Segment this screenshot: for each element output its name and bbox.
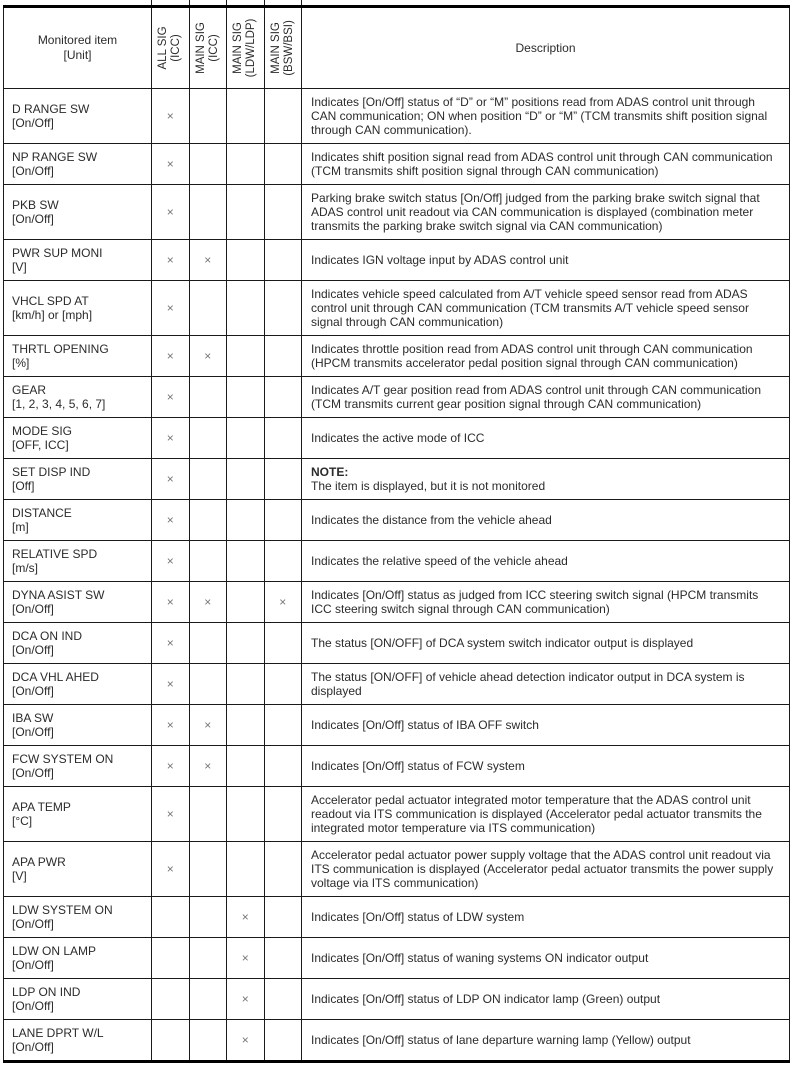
- sig-mark-cell: ×: [152, 336, 190, 377]
- item-unit: [V]: [12, 869, 27, 883]
- item-name: SET DISP IND: [12, 465, 91, 479]
- description-cell: [302, 336, 790, 377]
- item-unit: [On/Off]: [12, 164, 54, 178]
- sig-mark-cell: ×: [227, 979, 265, 1020]
- sig-mark-cell: [189, 623, 227, 664]
- description-text: Indicates [On/Off] status of FCW system: [311, 759, 525, 773]
- sig-mark-cell: ×: [152, 281, 190, 336]
- item-unit: [On/Off]: [12, 643, 54, 657]
- header-row: [4, 7, 790, 89]
- sig-mark-cell: [189, 1020, 227, 1062]
- description-cell: [302, 664, 790, 705]
- sig-mark-cell: [227, 185, 265, 240]
- table-row: [4, 979, 790, 1020]
- sig-mark-cell: [227, 541, 265, 582]
- description-text: Indicates shift position signal read from ADAS control unit through CAN communication (TCM transmits shift position signal through CAN communication): [311, 150, 773, 178]
- table-row: [4, 377, 790, 418]
- sig-mark-cell: [227, 500, 265, 541]
- table-header: [4, 7, 790, 89]
- description-text: The status [ON/OFF] of vehicle ahead detection indicator output in DCA system is displayed: [311, 670, 745, 698]
- column-header-main-sig-bsw-bsi: [264, 7, 302, 89]
- sig-mark-cell: [189, 664, 227, 705]
- sig-mark-cell: [189, 144, 227, 185]
- description-cell: [302, 541, 790, 582]
- sig-mark-cell: [227, 377, 265, 418]
- item-unit: [On/Off]: [12, 958, 54, 972]
- description-cell: [302, 746, 790, 787]
- rotated-header-text: MAIN SIG (ICC): [194, 22, 220, 74]
- description-text: Indicates [On/Off] status of waning systems ON indicator output: [311, 951, 649, 965]
- column-header-description: Description: [302, 7, 790, 89]
- table-row: [4, 240, 790, 281]
- description-cell: [302, 144, 790, 185]
- table-row: [4, 1020, 790, 1062]
- sig-mark-cell: ×: [227, 1020, 265, 1062]
- item-name: DCA ON IND: [12, 629, 83, 643]
- sig-mark-cell: [264, 897, 302, 938]
- monitored-item-cell: [4, 418, 152, 459]
- sig-mark-cell: [264, 144, 302, 185]
- sig-mark-cell: [189, 459, 227, 500]
- description-cell: [302, 281, 790, 336]
- sig-mark-cell: [227, 705, 265, 746]
- sig-mark-cell: ×: [152, 623, 190, 664]
- monitored-item-cell: [4, 897, 152, 938]
- item-unit: [On/Off]: [12, 684, 54, 698]
- item-unit: [On/Off]: [12, 917, 54, 931]
- sig-mark-cell: [189, 897, 227, 938]
- column-header-main-sig-ldw-ldp: [227, 7, 265, 89]
- description-text: Accelerator pedal actuator power supply voltage that the ADAS control unit readout via ITS communication is displayed (Accelerator pedal actuator transmits the power supply voltage via ITS communication): [311, 848, 774, 890]
- sig-mark-cell: [189, 418, 227, 459]
- monitored-item-cell: [4, 938, 152, 979]
- sig-mark-cell: ×: [189, 705, 227, 746]
- sig-mark-cell: [264, 787, 302, 842]
- monitored-item-cell: [4, 459, 152, 500]
- monitored-item-cell: [4, 705, 152, 746]
- item-name: LANE DPRT W/L: [12, 1026, 104, 1040]
- sig-mark-cell: ×: [152, 842, 190, 897]
- monitored-item-cell: [4, 500, 152, 541]
- description-cell: [302, 240, 790, 281]
- rotated-header-text: ALL SIG (ICC): [157, 26, 183, 70]
- description-cell: [302, 89, 790, 144]
- monitored-item-cell: [4, 281, 152, 336]
- sig-mark-cell: [189, 500, 227, 541]
- sig-mark-cell: [227, 664, 265, 705]
- sig-mark-cell: [189, 979, 227, 1020]
- description-text: Indicates throttle position read from ADAS control unit through CAN communication (HPCM transmits accelerator pedal position signal through CAN communication): [311, 342, 753, 370]
- description-cell: [302, 705, 790, 746]
- sig-mark-cell: [227, 746, 265, 787]
- sig-mark-cell: ×: [152, 240, 190, 281]
- monitored-item-cell: [4, 787, 152, 842]
- item-name: GEAR: [12, 383, 47, 397]
- sig-mark-cell: ×: [189, 582, 227, 623]
- item-name: LDW ON LAMP: [12, 944, 97, 958]
- monitored-item-cell: [4, 336, 152, 377]
- sig-mark-cell: [189, 541, 227, 582]
- description-cell: [302, 623, 790, 664]
- table-row: [4, 787, 790, 842]
- table-body: [4, 89, 790, 1062]
- sig-mark-cell: [264, 664, 302, 705]
- description-cell: [302, 979, 790, 1020]
- sig-mark-cell: ×: [189, 240, 227, 281]
- table-row: [4, 582, 790, 623]
- item-unit: [OFF, ICC]: [12, 438, 69, 452]
- item-unit: [On/Off]: [12, 212, 54, 226]
- item-unit: [On/Off]: [12, 602, 54, 616]
- sig-mark-cell: [189, 185, 227, 240]
- column-header-all-sig-icc: [152, 7, 190, 89]
- sig-mark-cell: ×: [152, 705, 190, 746]
- sig-mark-cell: [189, 787, 227, 842]
- description-cell: [302, 787, 790, 842]
- description-text: Indicates IGN voltage input by ADAS control unit: [311, 253, 569, 267]
- item-unit: [Off]: [12, 479, 35, 493]
- table-row: [4, 336, 790, 377]
- item-unit: [°C]: [12, 814, 33, 828]
- table-row: [4, 623, 790, 664]
- sig-mark-cell: [227, 623, 265, 664]
- description-text: The status [ON/OFF] of DCA system switch indicator output is displayed: [311, 636, 694, 650]
- sig-mark-cell: ×: [152, 664, 190, 705]
- sig-mark-cell: [264, 418, 302, 459]
- table-row: [4, 281, 790, 336]
- sig-mark-cell: [264, 938, 302, 979]
- description-text: The item is displayed, but it is not monitored: [311, 479, 546, 493]
- rotated-header-text: MAIN SIG (LDW/LDP): [232, 18, 258, 78]
- item-unit: [m]: [12, 520, 29, 534]
- sig-mark-cell: [227, 240, 265, 281]
- table-row: [4, 418, 790, 459]
- item-name: DCA VHL AHED: [12, 670, 99, 684]
- monitored-item-header-line1: Monitored item: [37, 33, 118, 47]
- table-row: [4, 500, 790, 541]
- description-text: Indicates [On/Off] status of LDP ON indicator lamp (Green) output: [311, 992, 661, 1006]
- monitored-item-cell: [4, 582, 152, 623]
- sig-mark-cell: ×: [227, 897, 265, 938]
- description-cell: [302, 418, 790, 459]
- item-name: LDW SYSTEM ON: [12, 903, 113, 917]
- sig-mark-cell: ×: [189, 336, 227, 377]
- item-name: APA TEMP: [12, 800, 71, 814]
- column-header-main-sig-icc: [189, 7, 227, 89]
- description-text: Indicates [On/Off] status as judged from ICC steering switch signal (HPCM transmits ICC steering switch signal through CAN communication): [311, 588, 759, 616]
- sig-mark-cell: ×: [152, 144, 190, 185]
- sig-mark-cell: [189, 938, 227, 979]
- sig-mark-cell: ×: [152, 541, 190, 582]
- sig-mark-cell: ×: [152, 377, 190, 418]
- sig-mark-cell: [227, 281, 265, 336]
- sig-mark-cell: ×: [152, 746, 190, 787]
- description-text: Indicates the distance from the vehicle ahead: [311, 513, 552, 527]
- sig-mark-cell: ×: [152, 500, 190, 541]
- sig-mark-cell: [227, 842, 265, 897]
- item-unit: [%]: [12, 356, 30, 370]
- item-unit: [On/Off]: [12, 766, 54, 780]
- item-unit: [On/Off]: [12, 1040, 54, 1054]
- description-text: Indicates vehicle speed calculated from A/T vehicle speed sensor read from ADAS control unit through CAN communication (TCM transmits A/T vehicle speed sensor signal through CAN communication): [311, 287, 749, 329]
- item-name: PWR SUP MONI: [12, 246, 103, 260]
- description-cell: [302, 377, 790, 418]
- sig-mark-cell: ×: [152, 787, 190, 842]
- item-name: LDP ON IND: [12, 985, 81, 999]
- description-cell: [302, 1020, 790, 1062]
- sig-mark-cell: [264, 336, 302, 377]
- table-row: [4, 897, 790, 938]
- sig-mark-cell: ×: [152, 418, 190, 459]
- item-name: THRTL OPENING: [12, 342, 109, 356]
- item-name: PKB SW: [12, 198, 59, 212]
- sig-mark-cell: ×: [152, 89, 190, 144]
- monitored-item-cell: [4, 979, 152, 1020]
- sig-mark-cell: [227, 459, 265, 500]
- description-cell: [302, 938, 790, 979]
- item-name: VHCL SPD AT: [12, 294, 89, 308]
- sig-mark-cell: [264, 281, 302, 336]
- sig-mark-cell: [264, 377, 302, 418]
- item-name: MODE SIG: [12, 424, 73, 438]
- sig-mark-cell: [227, 336, 265, 377]
- item-name: FCW SYSTEM ON: [12, 752, 114, 766]
- sig-mark-cell: [152, 938, 190, 979]
- sig-mark-cell: [152, 979, 190, 1020]
- monitored-item-cell: [4, 377, 152, 418]
- description-text: Accelerator pedal actuator integrated motor temperature that the ADAS control unit readout via ITS communication is displayed (Accelerator pedal actuator transmits the integrated motor temperature via ITS communication): [311, 793, 762, 835]
- sig-mark-cell: [264, 541, 302, 582]
- sig-mark-cell: [264, 705, 302, 746]
- sig-mark-cell: [189, 281, 227, 336]
- monitored-item-cell: [4, 144, 152, 185]
- description-cell: [302, 897, 790, 938]
- item-name: DYNA ASIST SW: [12, 588, 105, 602]
- monitored-item-cell: [4, 1020, 152, 1062]
- sig-mark-cell: [189, 377, 227, 418]
- sig-mark-cell: [264, 1020, 302, 1062]
- description-cell: [302, 842, 790, 897]
- sig-mark-cell: ×: [152, 459, 190, 500]
- table-row: [4, 664, 790, 705]
- table-row: [4, 144, 790, 185]
- sig-mark-cell: [264, 623, 302, 664]
- monitored-items-table: [3, 5, 790, 1063]
- sig-mark-cell: [227, 582, 265, 623]
- description-cell: [302, 582, 790, 623]
- item-unit: [km/h] or [mph]: [12, 308, 93, 322]
- sig-mark-cell: [227, 787, 265, 842]
- sig-mark-cell: [264, 746, 302, 787]
- table-row: [4, 185, 790, 240]
- monitored-item-cell: [4, 746, 152, 787]
- sig-mark-cell: [189, 842, 227, 897]
- item-unit: [V]: [12, 260, 27, 274]
- monitored-item-cell: [4, 842, 152, 897]
- description-text: Indicates the active mode of ICC: [311, 431, 485, 445]
- monitored-item-cell: [4, 185, 152, 240]
- item-name: RELATIVE SPD: [12, 547, 98, 561]
- description-text: Indicates the relative speed of the vehicle ahead: [311, 554, 568, 568]
- table-row: [4, 746, 790, 787]
- monitored-item-header-line2: [Unit]: [63, 48, 92, 62]
- sig-mark-cell: [264, 459, 302, 500]
- description-text: Parking brake switch status [On/Off] judged from the parking brake switch signal that ADAS control unit readout via CAN communication is displayed (combination meter transmits the parking brake switch signal via CAN communication): [311, 191, 760, 233]
- description-text: Indicates [On/Off] status of IBA OFF switch: [311, 718, 539, 732]
- sig-mark-cell: [152, 897, 190, 938]
- table-row: [4, 938, 790, 979]
- item-unit: [m/s]: [12, 561, 38, 575]
- sig-mark-cell: ×: [264, 582, 302, 623]
- table-row: [4, 541, 790, 582]
- sig-mark-cell: ×: [152, 185, 190, 240]
- table-row: [4, 705, 790, 746]
- description-text: Indicates [On/Off] status of lane departure warning lamp (Yellow) output: [311, 1033, 691, 1047]
- rotated-header-text: MAIN SIG (BSW/BSI): [269, 20, 295, 76]
- item-name: DISTANCE: [12, 506, 72, 520]
- monitored-item-cell: [4, 89, 152, 144]
- description-text: Indicates A/T gear position read from ADAS control unit through CAN communication (TCM transmits current gear position signal through CAN communication): [311, 383, 762, 411]
- sig-mark-cell: [264, 500, 302, 541]
- description-cell: [302, 500, 790, 541]
- sig-mark-cell: [264, 979, 302, 1020]
- sig-mark-cell: [189, 89, 227, 144]
- description-text: Indicates [On/Off] status of LDW system: [311, 910, 525, 924]
- sig-mark-cell: ×: [227, 938, 265, 979]
- description-cell: [302, 459, 790, 500]
- description-cell: [302, 185, 790, 240]
- sig-mark-cell: [152, 1020, 190, 1062]
- table-row: [4, 842, 790, 897]
- monitored-item-cell: [4, 664, 152, 705]
- monitored-item-cell: [4, 240, 152, 281]
- sig-mark-cell: [264, 89, 302, 144]
- item-unit: [On/Off]: [12, 999, 54, 1013]
- sig-mark-cell: [264, 240, 302, 281]
- item-unit: [On/Off]: [12, 725, 54, 739]
- item-name: NP RANGE SW: [12, 150, 98, 164]
- item-unit: [On/Off]: [12, 116, 54, 130]
- monitored-item-cell: [4, 623, 152, 664]
- table-row: [4, 459, 790, 500]
- monitored-item-cell: [4, 541, 152, 582]
- description-text: Indicates [On/Off] status of “D” or “M” positions read from ADAS control unit through CAN communication; ON when position “D” or “M” (TCM transmits shift position signal through CAN communication).: [311, 95, 768, 137]
- sig-mark-cell: [227, 418, 265, 459]
- item-unit: [1, 2, 3, 4, 5, 6, 7]: [12, 397, 106, 411]
- item-name: IBA SW: [12, 711, 54, 725]
- item-name: D RANGE SW: [12, 102, 90, 116]
- sig-mark-cell: [264, 842, 302, 897]
- note-label: NOTE:: [311, 465, 349, 479]
- sig-mark-cell: [264, 185, 302, 240]
- sig-mark-cell: [227, 144, 265, 185]
- sig-mark-cell: [227, 89, 265, 144]
- item-name: APA PWR: [12, 855, 66, 869]
- sig-mark-cell: ×: [189, 746, 227, 787]
- table-row: [4, 89, 790, 144]
- sig-mark-cell: ×: [152, 582, 190, 623]
- column-header-monitored-item: [4, 7, 152, 89]
